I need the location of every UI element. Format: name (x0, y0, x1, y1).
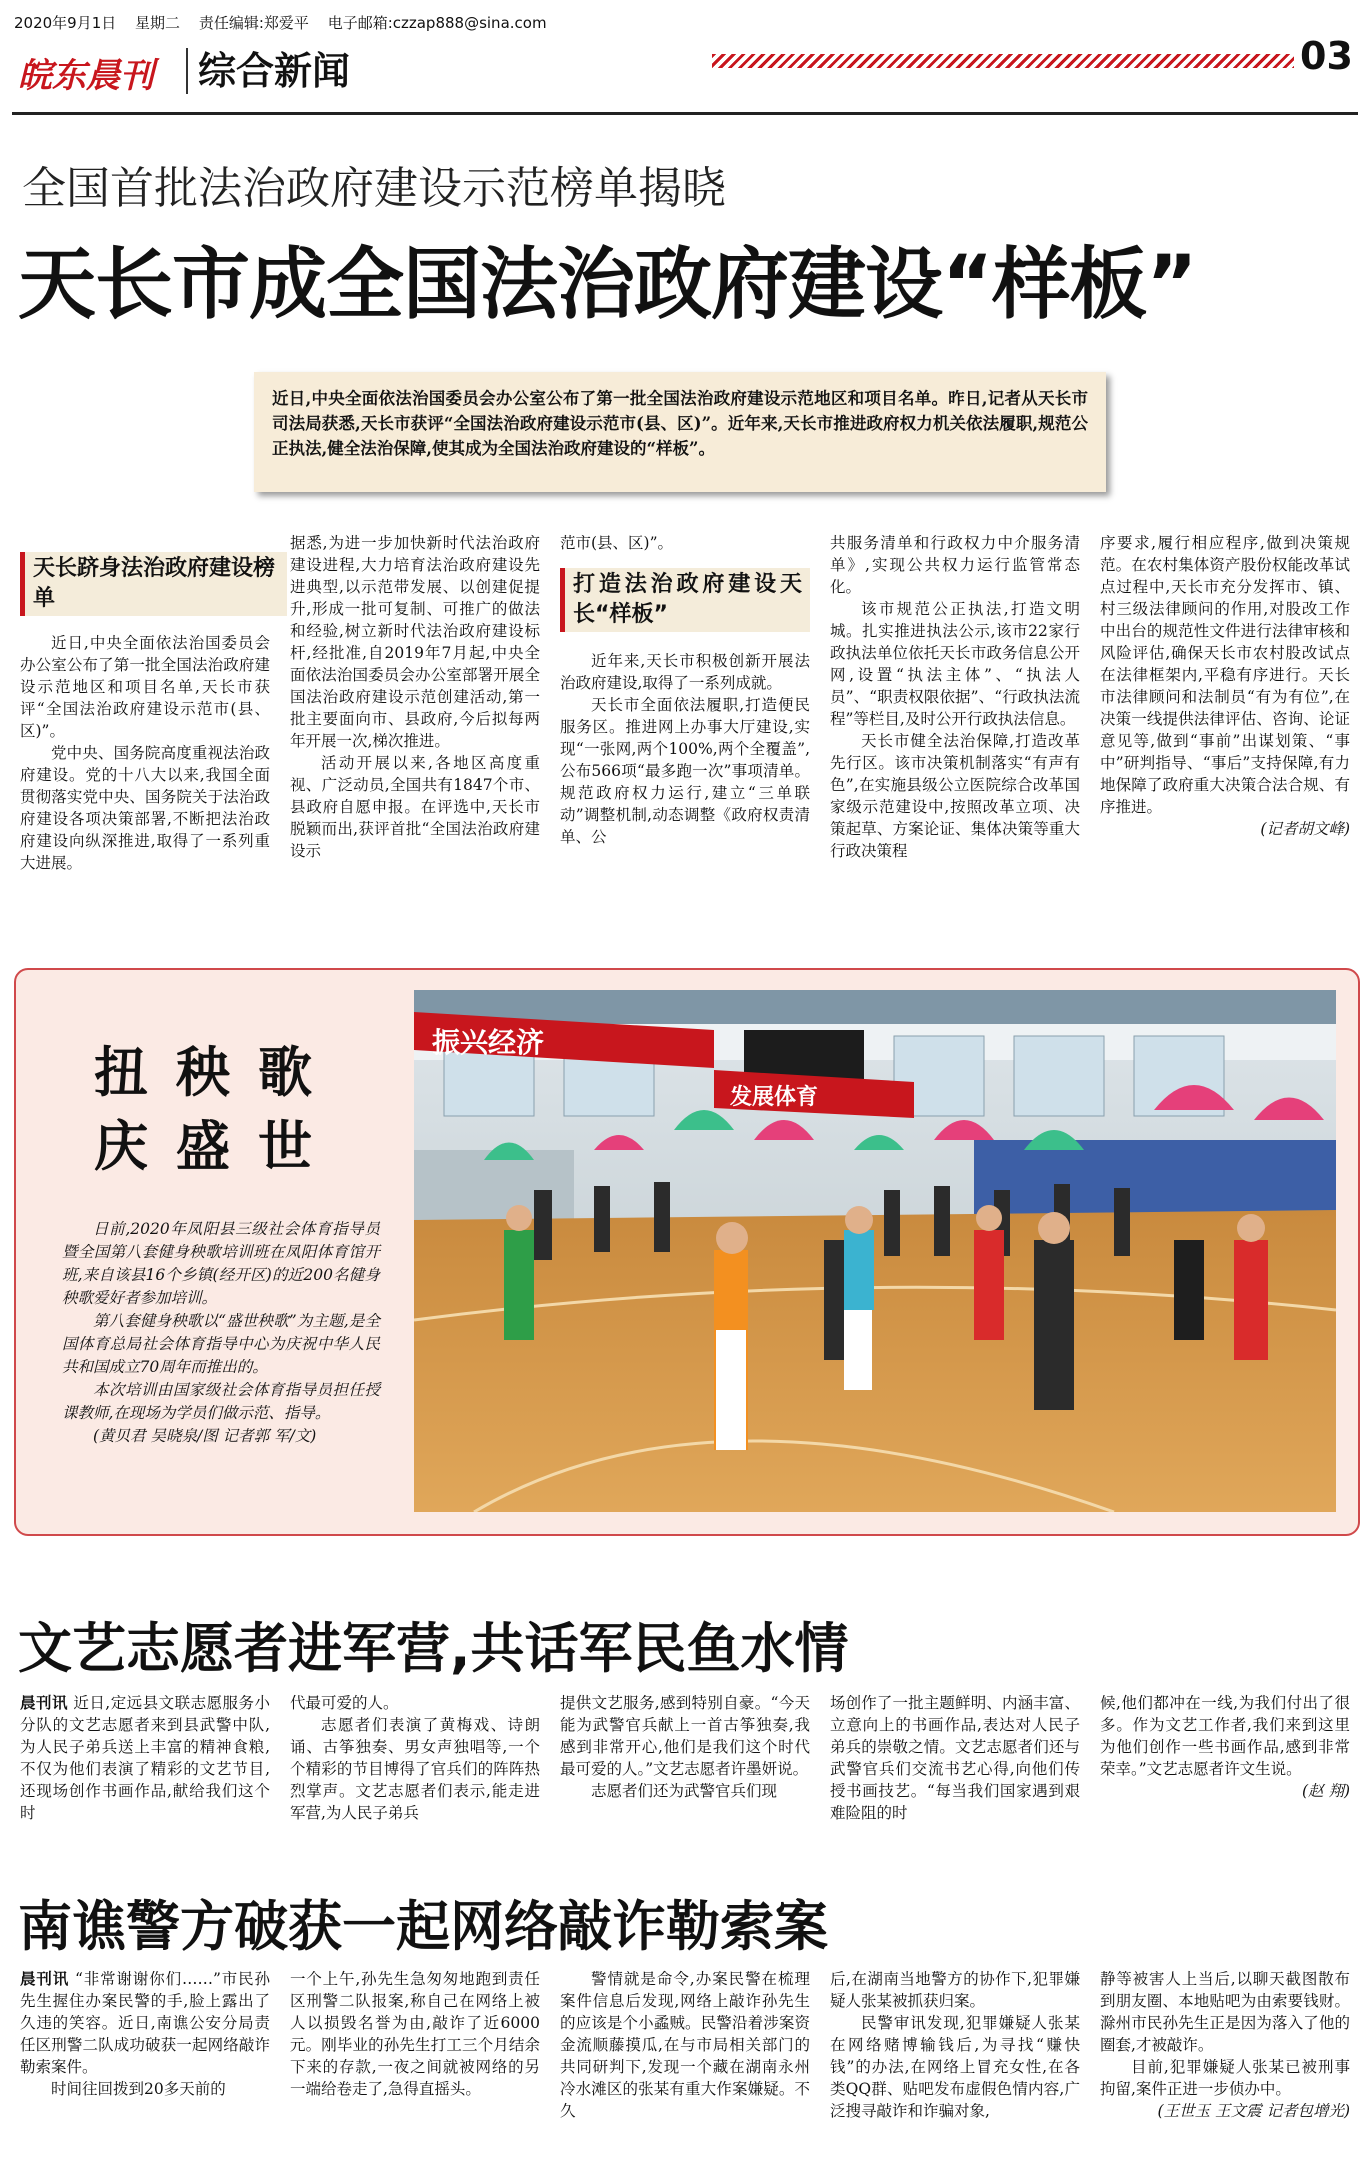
paragraph: 场创作了一批主题鲜明、内涵丰富、立意向上的书画作品,表达对人民子弟兵的崇敬之情。文艺志愿者们还与武警官兵们交流书艺心得,向他们传授书画技艺。“每当我们国家遇到艰难险阻的时 (830, 1694, 1080, 1822)
paragraph: 近年来,天长市积极创新开展法治政府建设,取得了一系列成就。 (560, 652, 810, 692)
article-2-headline: 文艺志愿者进军营,共话军民鱼水情 (18, 1617, 849, 1680)
byline: (记者胡文峰) (1260, 820, 1350, 838)
paragraph: 代最可爱的人。 (290, 1694, 399, 1712)
gymnasium-dance-photo (414, 990, 1336, 1512)
paragraph: 近日,中央全面依法治国委员会办公室公布了第一批全国法治政府建设示范地区和项目名单,天长市获评“全国法治政府建设示范市(县、区)”。 (20, 634, 270, 740)
article-2-column-2 (290, 1692, 540, 1842)
article-3-headline: 南谯警方破获一起网络敲诈勒索案 (18, 1895, 828, 1958)
paragraph: 第八套健身秧歌以“盛世秧歌”为主题,是全国体育总局社会体育指导中心为庆祝中华人民共和国成立70周年而推出的。 (62, 1312, 380, 1376)
article-lead: 近日,中央全面依法治国委员会办公室公布了第一批全国法治政府建设示范地区和项目名单。昨日,记者从天长市司法局获悉,天长市获评“全国法治政府建设示范市(县、区)”。近年来,天长市推进政府权力机关依法履职,规范公正执法,健全法治保障,使其成为全国法治政府建设的“样板”。 (254, 372, 1106, 492)
paragraph: 活动开展以来,各地区高度重视、广泛动员,全国共有1847个市、县政府自愿申报。在评选中,天长市脱颖而出,获评首批“全国法治政府建设示 (290, 754, 540, 860)
paragraph: 一个上午,孙先生急匆匆地跑到责任区刑警二队报案,称自己在网络上被人以损毁名誉为由,敲诈了近6000元。刚毕业的孙先生打工三个月结余下来的存款,一夜之间就被网络的另一端给卷走了,急得直摇头。 (290, 1970, 540, 2098)
article-column-3 (560, 532, 810, 902)
issue-weekday: 星期二 (135, 14, 181, 32)
photo-feature-title-line-1: 扭秧歌 (94, 1041, 340, 1104)
photo-illustration (414, 990, 1336, 1512)
paragraph: 范市(县、区)”。 (560, 534, 674, 552)
paragraph: 序要求,履行相应程序,做到决策规范。在农村集体资产股份权能改革试点过程中,天长市充分发挥市、镇、村三级法律顾问的作用,对股改工作中出台的规范性文件进行法律审核和风险评估,确保天长市农村股改试点在法律框架内,平稳有序进行。天长市法律顾问和法制员“有为有位”,在决策一线提供法律评估、咨询、论证意见等,做到“事前”出谋划策、“事中”研判指导、“事后”支持保障,有力地保障了政府重大决策合法合规、有序推进。 (1100, 534, 1350, 816)
page-number: 03 (1300, 34, 1353, 78)
paragraph: 后,在湖南当地警方的协作下,犯罪嫌疑人张某被抓获归案。 (830, 1970, 1080, 2010)
paragraph: 该市规范公正执法,打造文明城。扎实推进执法公示,该市22家行政执法单位依托天长市政务信息公开网,设置“执法主体”、“执法人员”、“职责权限依据”、“行政执法流程”等栏目,及时公开行政执法信息。 (830, 600, 1080, 728)
section-title: 综合新闻 (186, 48, 350, 94)
banner-left-text: 振兴经济 (432, 1026, 545, 1059)
header-hatch-bar (712, 54, 1294, 68)
paragraph: 党中央、国务院高度重视法治政府建设。党的十八大以来,我国全面贯彻落实党中央、国务院关于法治政府建设各项决策部署,不断把法治政府建设向纵深推进,取得了一系列重大进展。 (20, 744, 270, 872)
article-2-column-5 (1100, 1692, 1350, 1842)
photo-feature-title-line-2: 庆盛世 (94, 1115, 340, 1178)
article-3-column-3 (560, 1968, 810, 2158)
article-3-column-4 (830, 1968, 1080, 2158)
paragraph: 日前,2020年凤阳县三级社会体育指导员暨全国第八套健身秧歌培训班在凤阳体育馆开班,来自该县16个乡镇(经开区)的近200名健身秧歌爱好者参加培训。 (62, 1220, 380, 1307)
article-column-2 (290, 532, 540, 902)
article-column-1 (20, 632, 270, 902)
paragraph (20, 1692, 270, 1824)
byline: (王世玉 王文震 记者包增光) (1157, 2102, 1350, 2120)
subheading-2: 打造法治政府建设天长“样板” (560, 568, 810, 632)
paragraph: 民警审讯发现,犯罪嫌疑人张某在网络赌博输钱后,为寻找“赚快钱”的办法,在网络上冒充女性,在各类QQ群、贴吧发布虚假色情内容,广泛搜寻敲诈和诈骗对象, (830, 2014, 1080, 2120)
paragraph: 共服务清单和行政权力中介服务清单》,实现公共权力运行监管常态化。 (830, 534, 1080, 596)
byline: (赵 翔) (1301, 1782, 1350, 1800)
contact-email: 电子邮箱:czzap888@sina.com (327, 14, 547, 32)
paragraph: 志愿者们表演了黄梅戏、诗朗诵、古筝独奏、男女声独唱等,一个个精彩的节目博得了官兵们的阵阵热烈掌声。文艺志愿者们表示,能走进军营,为人民子弟兵 (290, 1716, 540, 1822)
paragraph: 目前,犯罪嫌疑人张某已被刑事拘留,案件正进一步侦办中。 (1100, 2058, 1350, 2098)
article-kicker: 全国首批法治政府建设示范榜单揭晓 (22, 163, 726, 214)
article-2-column-4 (830, 1692, 1080, 1842)
news-tag: 晨刊讯 (20, 1693, 68, 1712)
article-column-5 (1100, 532, 1350, 902)
paragraph: 志愿者们还为武警官兵们现 (591, 1782, 778, 1800)
photo-feature-caption (62, 1218, 380, 1448)
paragraph: 本次培训由国家级社会体育指导员担任授课教师,在现场为学员们做示范、指导。 (62, 1381, 380, 1422)
paragraph (20, 1968, 270, 2078)
issue-date: 2020年9月1日 (14, 14, 117, 32)
paragraph: 提供文艺服务,感到特别自豪。“今天能为武警官兵献上一首古筝独奏,我感到非常开心,他们是我们这个时代最可爱的人。”文艺志愿者许墨妍说。 (560, 1694, 810, 1778)
subheading-1: 天长跻身法治政府建设榜单 (20, 552, 287, 616)
article-headline: 天长市成全国法治政府建设“样板” (18, 240, 1197, 330)
paragraph-text: 近日,定远县文联志愿服务小分队的文艺志愿者来到县武警中队,为人民子弟兵送上丰富的精神食粮,不仅为他们表演了精彩的文艺节目,还现场创作书画作品,献给我们这个时 (20, 1694, 270, 1822)
paragraph: 天长市健全法治保障,打造改革先行区。该市决策机制落实“有声有色”,在实施县级公立医院综合改革国家级示范建设中,按照改革立项、决策起草、方案论证、集体决策等重大行政决策程 (830, 732, 1080, 860)
article-3-column-5 (1100, 1968, 1350, 2158)
banner-right-text: 发展体育 (730, 1085, 819, 1110)
page-header-meta (14, 12, 561, 33)
paragraph-text: “非常谢谢你们……”市民孙先生握住办案民警的手,脸上露出了久违的笑容。近日,南谯公安分局责任区刑警二队成功破获一起网络敲诈勒索案件。 (20, 1970, 270, 2076)
newspaper-logo: 皖东晨刊 (18, 56, 154, 96)
paragraph: 天长市全面依法履职,打造便民服务区。推进网上办事大厅建设,实现“一张网,两个100%,两个全覆盖”,公布566项“最多跑一次”事项清单。规范政府权力运行,建立“三单联动”调整机制,动态调整《政府权责清单、公 (560, 696, 810, 846)
article-3-column-1 (20, 1968, 270, 2158)
paragraph: 警情就是命令,办案民警在梳理案件信息后发现,网络上敲诈孙先生的应该是个小蟊贼。民警沿着涉案资金流顺藤摸瓜,在与市局相关部门的共同研判下,发现一个藏在湖南永州冷水滩区的张某有重大作案嫌疑。不久 (560, 1970, 810, 2120)
responsible-editor: 责任编辑:郑爱平 (198, 14, 309, 32)
news-tag: 晨刊讯 (20, 1969, 70, 1988)
paragraph: 据悉,为进一步加快新时代法治政府建设进程,大力培育法治政府建设先进典型,以示范带发展、以创建促提升,形成一批可复制、可推广的做法和经验,树立新时代法治政府建设标杆,经批准,自2019年7月起,中央全面依法治国委员会办公室部署开展全国法治政府建设示范创建活动,第一批主要面向市、县政府,今后拟每两年开展一次,梯次推进。 (290, 534, 540, 750)
article-column-4 (830, 532, 1080, 902)
article-2-column-1 (20, 1692, 270, 1842)
photo-credit: (黄贝君 吴晓泉/图 记者郭 军/文) (93, 1427, 317, 1445)
paragraph: 候,他们都冲在一线,为我们付出了很多。作为文艺工作者,我们来到这里为他们创作一些书画作品,感到非常荣幸。”文艺志愿者许文生说。 (1100, 1694, 1350, 1778)
paragraph: 静等被害人上当后,以聊天截图散布到朋友圈、本地贴吧为由索要钱财。滁州市民孙先生正是因为落入了他的圈套,才被敲诈。 (1100, 1970, 1350, 2054)
paragraph: 时间往回拨到20多天前的 (51, 2080, 226, 2098)
article-2-column-3 (560, 1692, 810, 1842)
header-divider (12, 112, 1358, 115)
article-3-column-2 (290, 1968, 540, 2158)
